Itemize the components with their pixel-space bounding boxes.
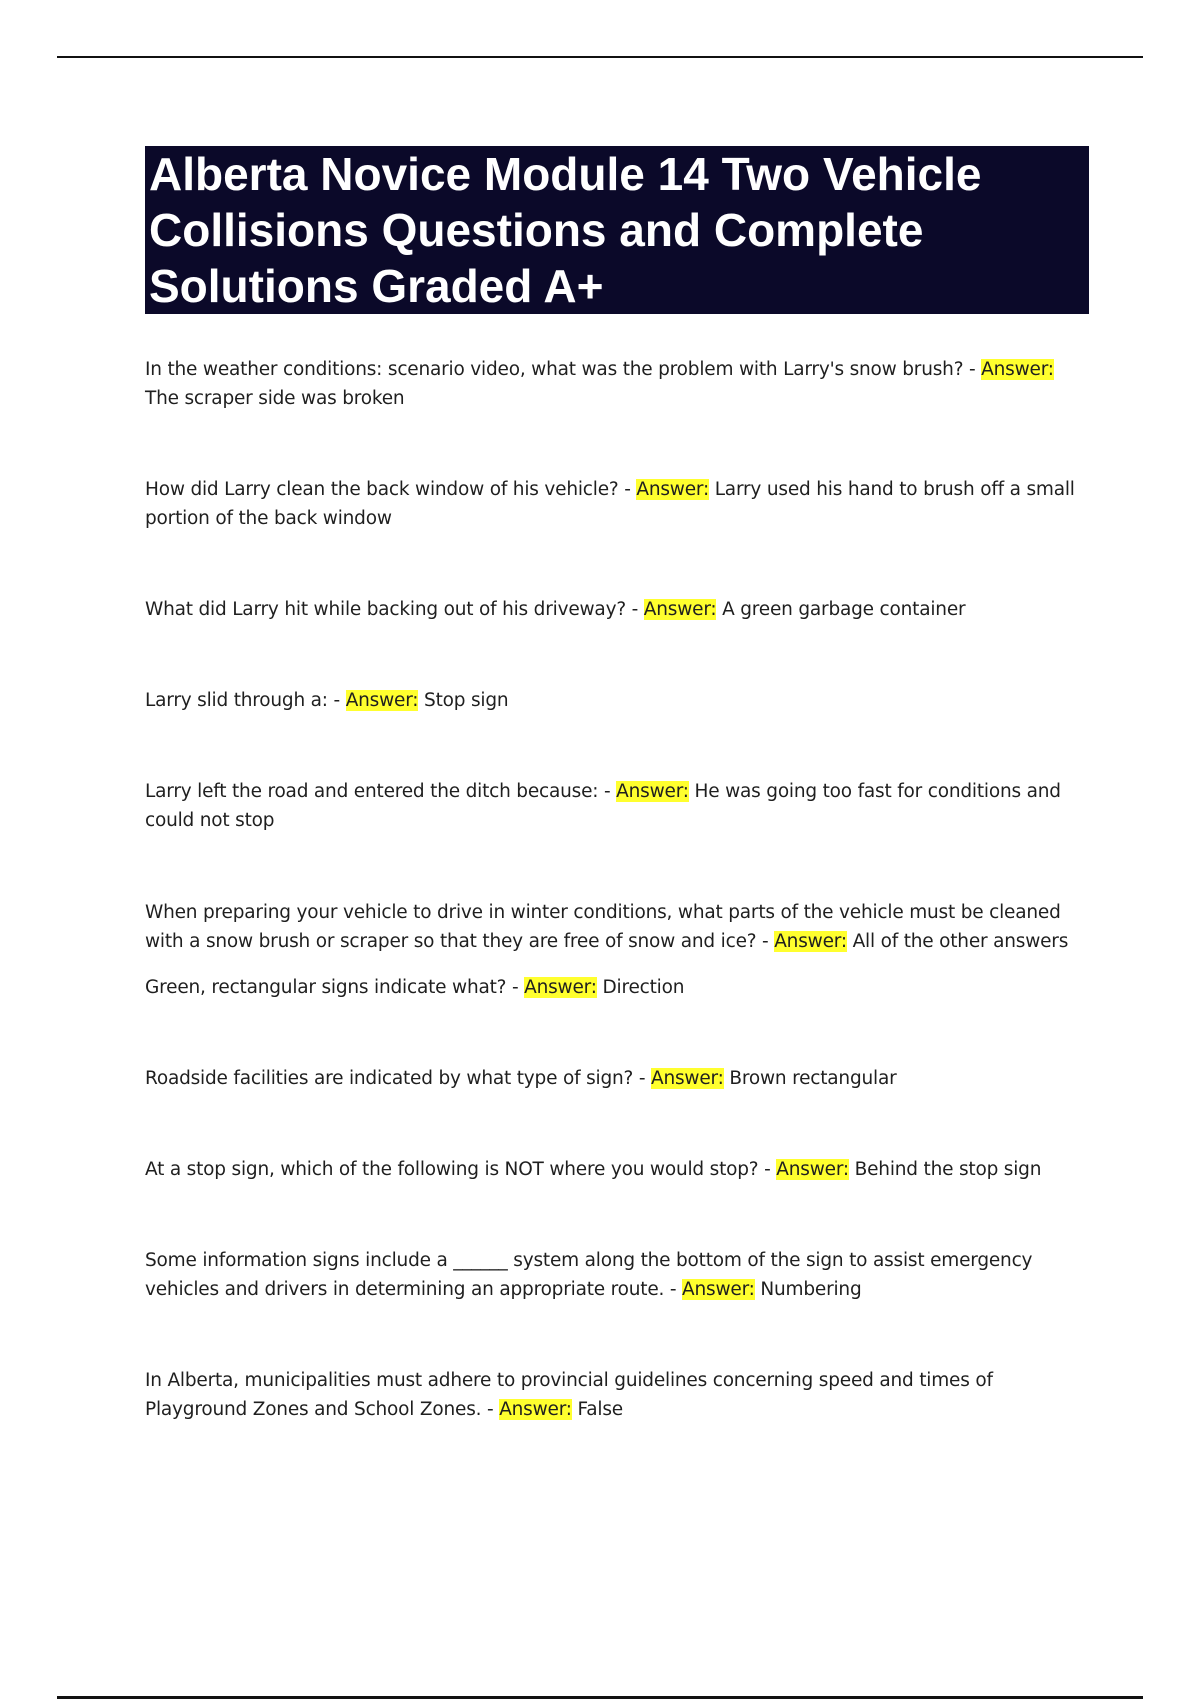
answer-text: Numbering — [760, 1279, 862, 1300]
answer-label: Answer: — [636, 479, 710, 500]
answer-text: The scraper side was broken — [145, 388, 405, 409]
answer-label: Answer: — [499, 1399, 572, 1420]
separator: - — [506, 977, 525, 998]
answer-label: Answer: — [524, 977, 597, 998]
question-text: What did Larry hit while backing out of his driveway? — [145, 599, 626, 620]
answer-label: Answer: — [981, 359, 1054, 380]
qa-item-9 — [145, 1155, 1075, 1184]
bottom-rule — [57, 1696, 1143, 1699]
question-text: When preparing your vehicle to drive in winter conditions, what parts of the vehicle must be cleaned with a snow brush or scraper so that they are free of snow and ice? — [145, 902, 1061, 952]
qa-item-4 — [145, 686, 1075, 715]
separator: - — [625, 599, 644, 620]
question-text: In Alberta, municipalities must adhere to provincial guidelines concerning speed and times of Playground Zones and School Zones. — [145, 1370, 993, 1420]
title-banner — [145, 146, 1089, 314]
separator: - — [664, 1279, 683, 1300]
qa-item-3 — [145, 595, 1075, 624]
separator: - — [756, 931, 775, 952]
qa-item-2 — [145, 475, 1075, 533]
separator: - — [633, 1068, 651, 1089]
question-text: Green, rectangular signs indicate what? — [145, 977, 507, 998]
separator: - — [481, 1399, 500, 1420]
answer-text: All of the other answers — [852, 931, 1069, 952]
answer-text: Larry used his hand to brush off a small portion of the back window — [145, 479, 1075, 529]
answer-text: Behind the stop sign — [854, 1159, 1042, 1180]
document-title: Alberta Novice Module 14 Two Vehicle Collisions Questions and Complete Solutions Graded A+ — [149, 148, 982, 312]
answer-label: Answer: — [776, 1159, 849, 1180]
top-rule — [57, 56, 1143, 58]
question-text: Larry slid through a: — [145, 690, 328, 711]
question-text: Roadside facilities are indicated by what type of sign? — [145, 1068, 634, 1089]
answer-label: Answer: — [682, 1279, 755, 1300]
answer-text: False — [577, 1399, 623, 1420]
question-text: Some information signs include a ______ system along the bottom of the sign to assist emergency vehicles and drivers in determining an appropriate route. — [145, 1250, 1033, 1300]
answer-label: Answer: — [345, 690, 419, 711]
qa-item-11 — [145, 1366, 1075, 1424]
answer-label: Answer: — [643, 599, 717, 620]
qa-item-5 — [145, 777, 1075, 835]
separator: - — [618, 479, 637, 500]
separator: - — [598, 781, 617, 802]
answer-label: Answer: — [650, 1068, 724, 1089]
answer-label: Answer: — [774, 931, 847, 952]
qa-item-6 — [145, 898, 1075, 956]
answer-text: A green garbage container — [722, 599, 966, 620]
separator: - — [327, 690, 346, 711]
question-text: In the weather conditions: scenario video, what was the problem with Larry's snow brush? — [145, 359, 964, 380]
answer-label: Answer: — [616, 781, 689, 802]
question-text: Larry left the road and entered the ditch because: — [145, 781, 599, 802]
qa-item-10 — [145, 1246, 1075, 1304]
answer-text: He was going too fast for conditions and could not stop — [145, 781, 1061, 831]
qa-item-7 — [145, 973, 1075, 1002]
qa-item-8 — [145, 1064, 1075, 1093]
qa-item-1 — [145, 355, 1075, 413]
answer-text: Stop sign — [424, 690, 509, 711]
answer-text: Brown rectangular — [729, 1068, 897, 1089]
answer-text: Direction — [602, 977, 685, 998]
question-text: At a stop sign, which of the following is NOT where you would stop? — [145, 1159, 759, 1180]
separator: - — [963, 359, 982, 380]
question-text: How did Larry clean the back window of his vehicle? — [145, 479, 619, 500]
separator: - — [758, 1159, 777, 1180]
